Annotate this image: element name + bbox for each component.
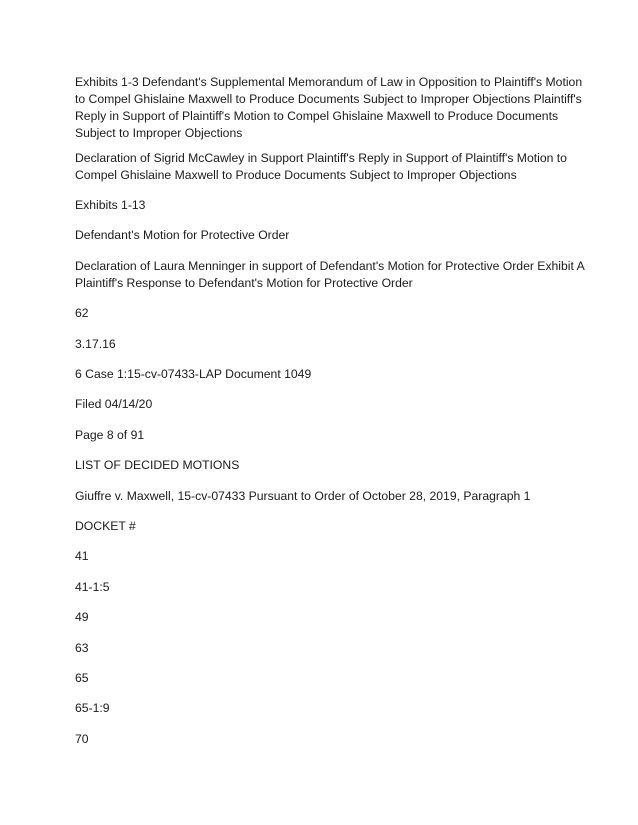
- text-line: Declaration of Sigrid McCawley in Support Plaintiff's Reply in Support of Plaintiff's Motion to: [75, 151, 567, 165]
- text-line: Page 8 of 91: [75, 428, 145, 442]
- paragraph-docket-entry: [75, 670, 575, 687]
- paragraph-number: [75, 305, 575, 322]
- text-line: Declaration of Laura Menninger in support of Defendant's Motion for Protective Order Exhibit A: [75, 259, 585, 273]
- paragraph-docket-entry: [75, 579, 575, 596]
- text-line: 49: [75, 610, 89, 624]
- text-line: 3.17.16: [75, 337, 116, 351]
- text-line: 65-1:9: [75, 701, 110, 715]
- paragraph-menninger-declaration: [75, 258, 585, 292]
- paragraph-list-title: [75, 457, 575, 474]
- paragraph-date: [75, 336, 575, 353]
- text-line: Giuffre v. Maxwell, 15-cv-07433 Pursuant to Order of October 28, 2019, Paragraph 1: [75, 489, 531, 503]
- paragraph-case-caption: [75, 488, 575, 505]
- text-line: to Compel Ghislaine Maxwell to Produce Documents Subject to Improper Objections Plaintiff's: [75, 92, 582, 106]
- paragraph-exhibits-1-13: [75, 197, 575, 214]
- text-line: 41: [75, 549, 89, 563]
- text-line: DOCKET #: [75, 519, 136, 533]
- text-line: LIST OF DECIDED MOTIONS: [75, 458, 240, 472]
- paragraph-protective-order-motion: [75, 227, 575, 244]
- paragraph-docket-entry: [75, 700, 575, 717]
- text-line: Filed 04/14/20: [75, 397, 153, 411]
- paragraph-case-header: [75, 366, 575, 383]
- text-line: 65: [75, 671, 89, 685]
- text-line: Exhibits 1-13: [75, 198, 146, 212]
- paragraph-docket-entry: [75, 731, 575, 748]
- text-line: Compel Ghislaine Maxwell to Produce Documents Subject to Improper Objections: [75, 168, 517, 182]
- text-line: Plaintiff's Response to Defendant's Motion for Protective Order: [75, 276, 413, 290]
- text-line: Exhibits 1-3 Defendant's Supplemental Memorandum of Law in Opposition to Plaintiff's Motion: [75, 75, 583, 89]
- text-line: 41-1:5: [75, 580, 110, 594]
- text-line: Subject to Improper Objections: [75, 126, 243, 140]
- text-line: 6 Case 1:15-cv-07433-LAP Document 1049: [75, 367, 312, 381]
- paragraph-filed-date: [75, 396, 575, 413]
- text-line: Reply in Support of Plaintiff's Motion to Compel Ghislaine Maxwell to Produce Documents: [75, 109, 559, 123]
- paragraph-exhibits-1-3: [75, 74, 583, 142]
- paragraph-docket-entry: [75, 548, 575, 565]
- paragraph-docket-entry: [75, 640, 575, 657]
- paragraph-docket-entry: [75, 609, 575, 626]
- paragraph-mccawley-declaration: [75, 150, 575, 184]
- text-line: Defendant's Motion for Protective Order: [75, 228, 290, 242]
- paragraph-page-number: [75, 427, 575, 444]
- text-line: 70: [75, 732, 89, 746]
- text-line: 62: [75, 306, 89, 320]
- paragraph-docket-heading: [75, 518, 575, 535]
- text-line: 63: [75, 641, 89, 655]
